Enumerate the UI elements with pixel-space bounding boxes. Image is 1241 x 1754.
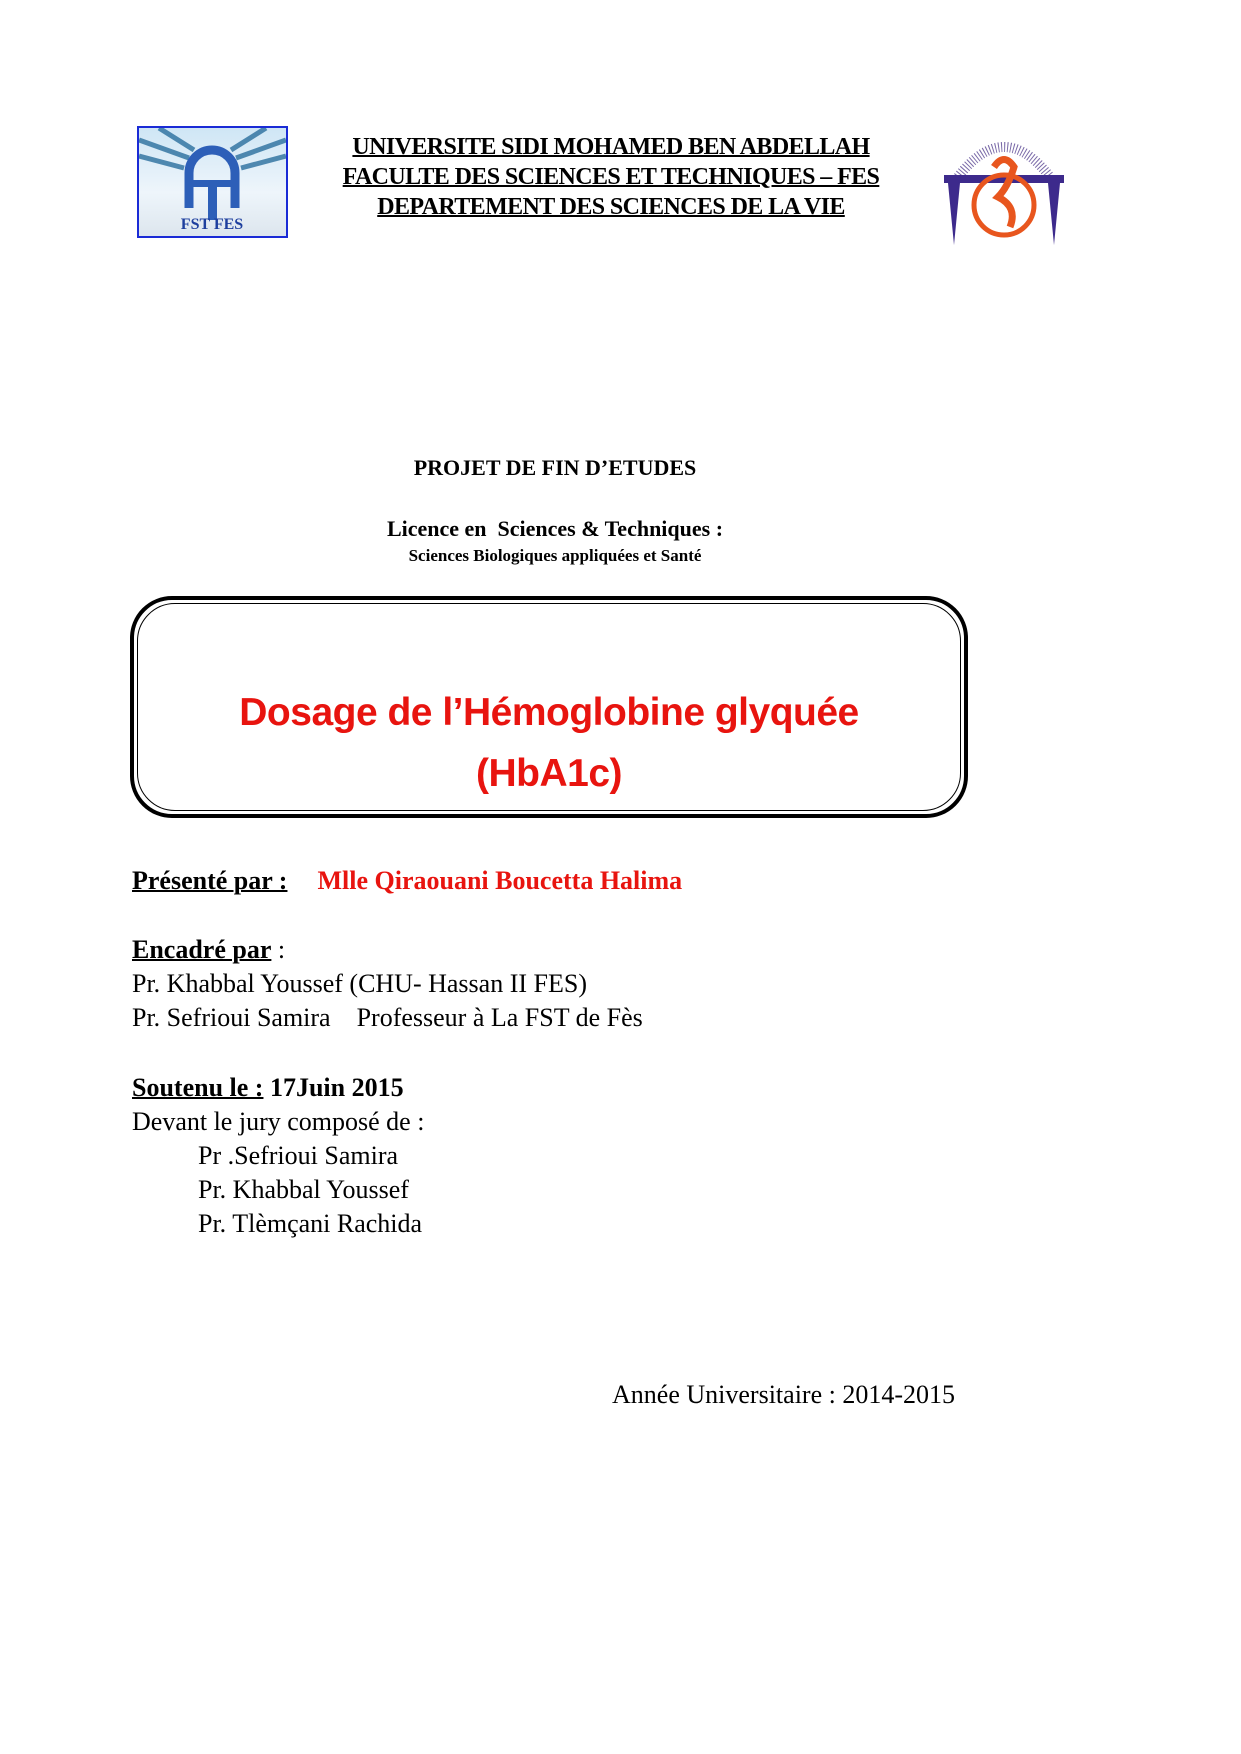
project-type: PROJET DE FIN D’ETUDES [413,455,697,480]
jury-intro: Devant le jury composé de : [132,1107,425,1136]
fst-arch-icon [139,128,286,236]
title-line-1: Dosage de l’Hémoglobine glyquée [239,691,859,734]
university-seal-logo [938,127,1070,245]
department-name: DEPARTEMENT DES SCIENCES DE LA VIE [377,194,845,220]
faculty-name: FACULTE DES SCIENCES ET TECHNIQUES – FES [342,164,880,190]
defense-info [132,1071,424,1241]
svg-text:FST FES: FST FES [180,216,244,233]
supervised-by: Encadré par : Pr. Khabbal Youssef (CHU- Hassan II FES) Pr. Sefrioui Samira Professeur à La FST de Fès [132,933,643,1035]
title-box [130,596,968,818]
supervisor-2: Pr. Sefrioui Samira Professeur à La FST de Fès [132,1003,643,1032]
title-line-2: (HbA1c) [475,752,622,795]
defense-date: 17Juin 2015 [263,1073,404,1102]
defense-label: Soutenu le : [132,1073,264,1102]
jury-member: Pr .Sefrioui Samira [198,1141,399,1170]
supervised-label: Encadré par [132,935,272,964]
academic-year: Année Universitaire : 2014-2015 [612,1380,955,1409]
presented-by [132,866,682,896]
jury-member: Pr. Khabbal Youssef [198,1175,409,1204]
thesis-title [134,682,964,804]
jury-member: Pr. Tlèmçani Rachida [198,1209,423,1238]
seal-icon [938,127,1070,245]
specialty-label: Sciences Biologiques appliquées et Santé [408,546,702,565]
student-name: Mlle Qiraouani Boucetta Halima [317,866,683,895]
university-name: UNIVERSITE SIDI MOHAMED BEN ABDELLAH [352,134,870,160]
fst-fes-logo [137,126,288,238]
supervisor-1: Pr. Khabbal Youssef (CHU- Hassan II FES) [132,969,587,998]
presented-label: Présenté par : [132,866,288,895]
degree-label: Licence en Sciences & Techniques : [386,516,724,541]
